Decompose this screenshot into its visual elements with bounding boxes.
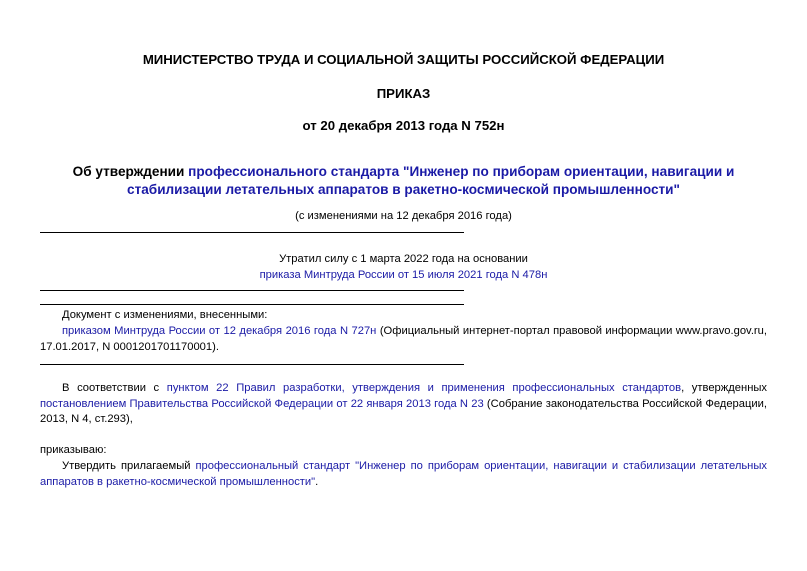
title-prefix: Об утверждении <box>72 164 189 179</box>
changes-order-link[interactable]: приказом Минтруда России от 12 декабря 2016 года N 727н <box>62 325 377 337</box>
document-title <box>40 163 767 199</box>
ministry-heading: МИНИСТЕРСТВО ТРУДА И СОЦИАЛЬНОЙ ЗАЩИТЫ РОССИЙСКОЙ ФЕДЕРАЦИИ <box>142 52 665 67</box>
changes-paragraph <box>40 324 767 355</box>
doc-type-heading: ПРИКАЗ <box>376 86 431 101</box>
order-paragraph <box>40 459 767 490</box>
divider-4 <box>40 364 464 365</box>
preamble-text-1: В соответствии с <box>62 382 167 394</box>
title-standard-link[interactable]: профессионального стандарта "Инженер по приборам ориентации, навигации и стабилизации летательных аппаратов в ракетно-космической промышленности" <box>127 164 735 197</box>
divider-3 <box>40 304 464 305</box>
expired-note: Утратил силу с 1 марта 2022 года на основании <box>279 253 528 265</box>
divider-1 <box>40 232 464 233</box>
resolution-link[interactable]: постановлением Правительства Российской Федерации от 22 января 2013 года N 23 <box>40 397 484 410</box>
preamble-paragraph <box>40 381 767 428</box>
order-text-2: . <box>315 475 319 488</box>
changes-intro: Документ с изменениями, внесенными: <box>62 309 268 321</box>
revision-note: (с изменениями на 12 декабря 2016 года) <box>295 210 512 222</box>
order-label: приказываю: <box>40 444 107 456</box>
preamble-text-3: (Собрание законодательства Российской Федерации, 2013, N 4, ст.293), <box>40 397 768 425</box>
divider-2 <box>40 290 464 291</box>
preamble-text-2: , утвержденных <box>681 382 768 394</box>
order-standard-link[interactable]: профессиональный стандарт "Инженер по приборам ориентации, навигации и стабилизации летательных аппаратов в ракетно-космической промышленности" <box>40 460 767 488</box>
rules-link[interactable]: пунктом 22 Правил разработки, утверждения и применения профессиональных стандартов <box>166 382 682 394</box>
expired-order-link[interactable]: приказа Минтруда России от 15 июля 2021 года N 478н <box>259 269 548 281</box>
order-text-1: Утвердить прилагаемый <box>62 460 196 472</box>
date-number-heading: от 20 декабря 2013 года N 752н <box>302 118 505 133</box>
changes-rest: (Официальный интернет-портал правовой информации www.pravo.gov.ru, 17.01.2017, N 0001201701170001). <box>40 325 767 353</box>
